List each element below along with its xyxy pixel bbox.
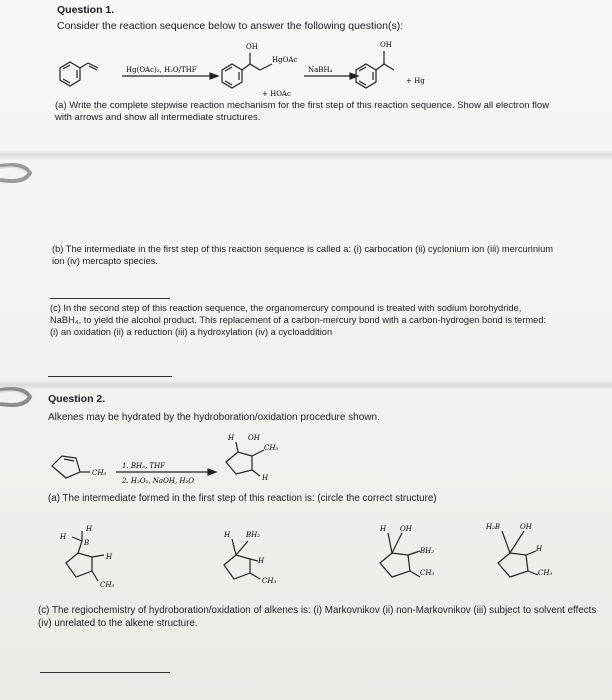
oh-label: OH — [248, 434, 260, 442]
oh-label: OH — [400, 525, 412, 533]
h2b-label: H₂B — [486, 523, 501, 531]
h-label: H — [536, 545, 543, 553]
binder-ring-icon — [0, 384, 40, 410]
question-2-heading: Question 2. — [48, 393, 106, 405]
question-1-part-b: (b) The intermediate in the first step of this reaction sequence is called a: (i) carbocation (ii) cyclonium ion (iii) mercurinium ion (iv) mercapto species. — [52, 244, 554, 266]
byproduct-2-label: + Hg — [406, 77, 425, 85]
byproduct-1-label: + HOAc — [262, 90, 291, 98]
reagent-step-2: 2. H₂O₂, NaOH, H₂O — [122, 477, 195, 485]
paper-fold — [0, 380, 612, 390]
ch3-label: CH₃ — [92, 469, 107, 477]
reagent-step-1: 1. BH₃, THF — [122, 462, 166, 470]
h-label: H — [262, 474, 269, 482]
bh2-label: BH₂ — [246, 531, 261, 539]
option-1-structure[interactable] — [50, 515, 160, 595]
ch3-label: CH₃ — [420, 569, 435, 577]
hgoac-label: HgOAc — [272, 56, 298, 64]
option-3-structure[interactable] — [368, 515, 478, 595]
option-2-structure[interactable] — [208, 515, 318, 595]
answer-line-2c[interactable] — [40, 672, 170, 673]
answer-line-c[interactable] — [48, 376, 172, 377]
question-1-part-a: (a) Write the complete stepwise reaction mechanism for the first step of this reaction sequence. Show all electron flow with arrows and show all intermediate structures. — [55, 100, 550, 123]
answer-line-b[interactable] — [50, 298, 170, 299]
hydroboration-scheme — [40, 428, 300, 490]
question-1-part-c: (c) In the second step of this reaction sequence, the organomercury compound is treated with sodium borohydride, NaBH₄, to yield the alcohol product. This replacement of a carbon-mercury bond with a carbon-hydrogen bond is termed: (i) an oxidation (ii) a reduction (iii) a hydroxylation (iv) a cycloaddition — [50, 303, 547, 337]
paper-fold — [0, 150, 612, 160]
oh-label: OH — [520, 523, 532, 531]
h-label: H — [224, 531, 231, 539]
h-label: H — [60, 533, 67, 541]
b-label: B — [84, 539, 90, 547]
h-label: H — [106, 553, 113, 561]
question-2-intro: Alkenes may be hydrated by the hydroboration/oxidation procedure shown. — [48, 412, 380, 423]
bh2-label: BH₂ — [420, 547, 435, 555]
h-label: H — [228, 434, 235, 442]
option-4-structure[interactable] — [480, 515, 590, 595]
oh-label: OH — [246, 43, 258, 51]
reagent-2-label: NaBH₄ — [308, 66, 333, 74]
ch3-label: CH₃ — [264, 444, 279, 452]
ch3-label: CH₃ — [100, 581, 115, 589]
oh-label: OH — [380, 41, 392, 49]
question-1-heading: Question 1. — [57, 4, 115, 16]
ch3-label: CH₃ — [262, 577, 277, 585]
binder-ring-icon — [0, 160, 40, 186]
ch3-label: CH₃ — [538, 569, 553, 577]
h-label: H — [86, 525, 93, 533]
reagent-1-label: Hg(OAc)₂, H₂O/THF — [126, 66, 197, 74]
question-2-part-a: (a) The intermediate formed in the first step of this reaction is: (circle the correct structure) — [48, 493, 437, 504]
question-2-part-c: (c) The regiochemistry of hydroboration/oxidation of alkenes is: (i) Markovnikov (ii) non-Markovnikov (iii) subject to solvent effects (iv) unrelated to the alkene structure. — [38, 605, 597, 629]
h-label: H — [380, 525, 387, 533]
question-1-instruction: Consider the reaction sequence below to answer the following question(s): — [57, 20, 404, 32]
h-label: H — [258, 557, 265, 565]
oxymercuration-scheme — [50, 38, 490, 100]
